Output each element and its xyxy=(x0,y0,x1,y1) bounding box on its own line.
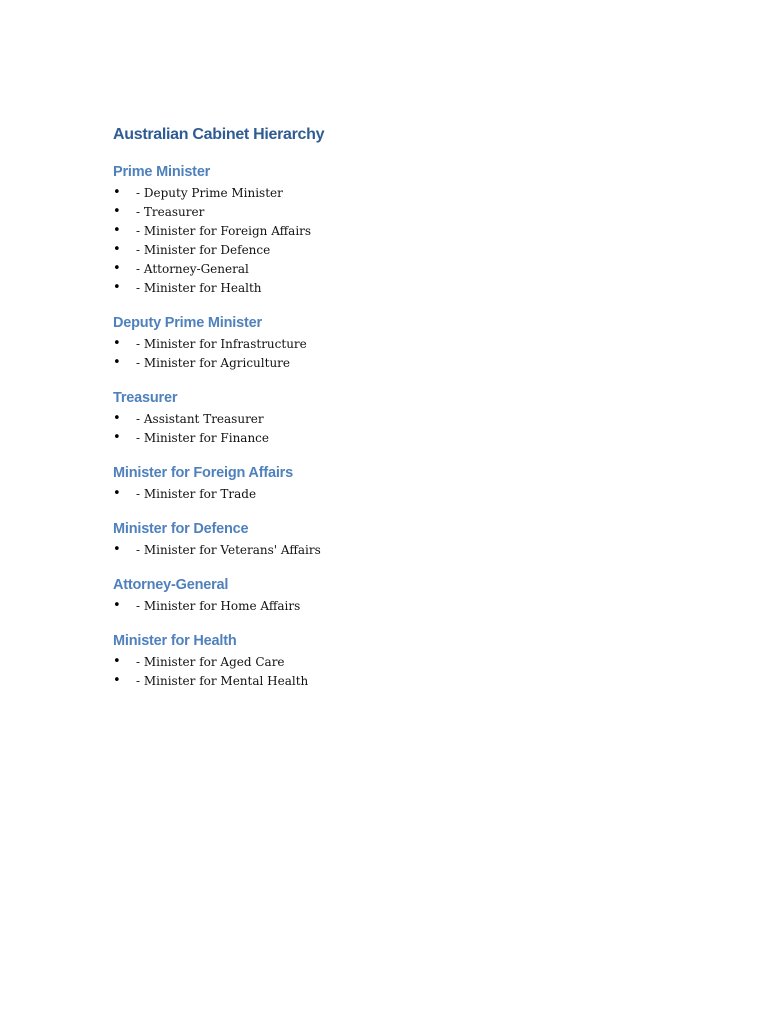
list-item xyxy=(113,485,713,504)
bullet-icon: • xyxy=(113,280,121,295)
section-heading: Deputy Prime Minister xyxy=(113,315,262,331)
list-item-text: - Deputy Prime Minister xyxy=(136,186,283,200)
bullet-icon: • xyxy=(113,542,121,557)
sections-container xyxy=(113,162,713,691)
list-item-text: - Minister for Agriculture xyxy=(136,356,291,370)
bullet-icon: • xyxy=(113,223,121,238)
list-item-text: - Minister for Trade xyxy=(136,487,257,501)
list-item xyxy=(113,410,713,429)
section xyxy=(113,313,713,373)
list-item-text: - Minister for Mental Health xyxy=(136,674,309,688)
bullet-icon: • xyxy=(113,598,121,613)
section xyxy=(113,575,713,616)
document-page xyxy=(113,124,713,706)
list-item-text: - Attorney-General xyxy=(136,262,249,276)
document-title: Australian Cabinet Hierarchy xyxy=(113,126,325,143)
list-item xyxy=(113,653,713,672)
section xyxy=(113,463,713,504)
bullet-icon: • xyxy=(113,242,121,257)
section-heading: Treasurer xyxy=(113,390,178,406)
list-item-text: - Minister for Aged Care xyxy=(136,655,285,669)
list-item-text: - Assistant Treasurer xyxy=(136,412,264,426)
section-heading: Minister for Health xyxy=(113,633,237,649)
bullet-icon: • xyxy=(113,411,121,426)
section xyxy=(113,519,713,560)
list-item xyxy=(113,203,713,222)
list-item-text: - Minister for Veterans' Affairs xyxy=(136,543,321,557)
bullet-list xyxy=(113,597,713,616)
bullet-icon: • xyxy=(113,355,121,370)
bullet-icon: • xyxy=(113,673,121,688)
bullet-icon: • xyxy=(113,336,121,351)
section xyxy=(113,162,713,298)
list-item-text: - Minister for Foreign Affairs xyxy=(136,224,312,238)
list-item xyxy=(113,429,713,448)
list-item-text: - Minister for Infrastructure xyxy=(136,337,307,351)
section-heading: Attorney-General xyxy=(113,577,229,593)
list-item xyxy=(113,279,713,298)
list-item-text: - Treasurer xyxy=(136,205,205,219)
bullet-icon: • xyxy=(113,486,121,501)
list-item xyxy=(113,222,713,241)
list-item xyxy=(113,184,713,203)
list-item xyxy=(113,241,713,260)
section xyxy=(113,631,713,691)
section xyxy=(113,388,713,448)
list-item-text: - Minister for Finance xyxy=(136,431,270,445)
list-item xyxy=(113,260,713,279)
bullet-icon: • xyxy=(113,654,121,669)
section-heading: Minister for Defence xyxy=(113,521,249,537)
list-item-text: - Minister for Defence xyxy=(136,243,271,257)
section-heading: Minister for Foreign Affairs xyxy=(113,465,293,481)
section-heading: Prime Minister xyxy=(113,164,211,180)
list-item xyxy=(113,541,713,560)
bullet-list xyxy=(113,410,713,448)
bullet-list xyxy=(113,653,713,691)
bullet-icon: • xyxy=(113,185,121,200)
list-item xyxy=(113,597,713,616)
bullet-list xyxy=(113,184,713,298)
list-item-text: - Minister for Health xyxy=(136,281,262,295)
bullet-icon: • xyxy=(113,204,121,219)
list-item-text: - Minister for Home Affairs xyxy=(136,599,301,613)
list-item xyxy=(113,354,713,373)
bullet-list xyxy=(113,485,713,504)
list-item xyxy=(113,335,713,354)
bullet-icon: • xyxy=(113,261,121,276)
list-item xyxy=(113,672,713,691)
bullet-icon: • xyxy=(113,430,121,445)
bullet-list xyxy=(113,335,713,373)
bullet-list xyxy=(113,541,713,560)
